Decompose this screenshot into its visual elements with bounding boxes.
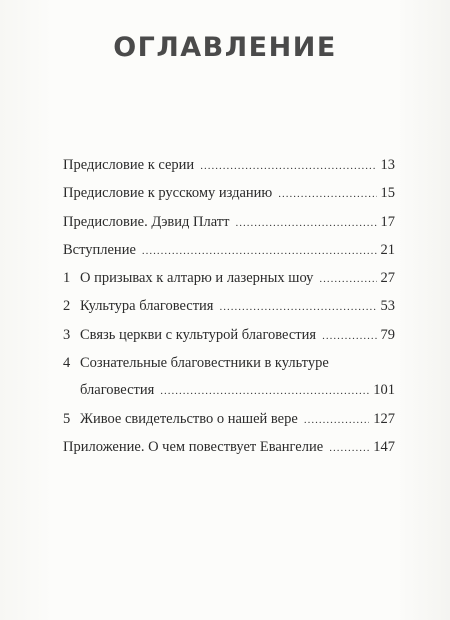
chapter-number: 3 xyxy=(63,326,71,343)
toc-entry xyxy=(63,434,395,462)
toc-entry-label: Приложение. О чем повествует Евангелие xyxy=(63,438,324,455)
toc-page-number: 21 xyxy=(380,241,395,258)
toc-leader-dots xyxy=(160,378,369,405)
toc-page-number: 147 xyxy=(373,438,395,455)
toc-entry-label: Предисловие к русскому изданию xyxy=(63,185,273,202)
toc-entry-label: Культура благовестия xyxy=(80,298,214,315)
toc-entry-label: О призывах к алтарю и лазерных шоу xyxy=(80,270,314,287)
toc-leader-dots xyxy=(235,210,376,237)
chapter-number: 2 xyxy=(63,298,71,315)
toc-leader-dots xyxy=(219,294,376,321)
toc-entry-label: Живое свидетельство о нашей вере xyxy=(80,410,298,427)
toc-leader-dots xyxy=(304,407,369,434)
toc-entry-label: Связь церкви с культурой благовестия xyxy=(80,326,317,343)
toc-entry xyxy=(63,152,395,180)
toc-entry xyxy=(63,209,395,237)
toc-entry xyxy=(63,237,395,265)
toc-chapter-entry xyxy=(63,406,395,434)
chapter-number: 5 xyxy=(63,410,71,427)
toc-chapter-entry xyxy=(63,322,395,350)
toc-chapter-entry xyxy=(63,265,395,293)
toc-page-number: 53 xyxy=(380,298,395,315)
toc-page-number: 79 xyxy=(380,326,395,343)
toc-page-number: 15 xyxy=(380,185,395,202)
toc-leader-dots xyxy=(329,435,369,462)
toc-leader-dots xyxy=(319,266,376,293)
toc-chapter-entry xyxy=(63,350,395,377)
toc-page-number: 101 xyxy=(373,382,395,399)
toc-entry-label: Предисловие. Дэвид Платт xyxy=(63,213,230,230)
toc-entry-label-continued: благовестия xyxy=(80,382,155,399)
toc-page-number: 17 xyxy=(380,213,395,230)
toc-page-number: 13 xyxy=(380,157,395,173)
chapter-number: 4 xyxy=(63,355,71,372)
toc-page-number: 127 xyxy=(373,410,395,427)
toc-entry-label: Вступление xyxy=(63,241,136,258)
toc-entry-continuation xyxy=(63,377,395,405)
toc-leader-dots xyxy=(278,181,376,208)
toc-leader-dots xyxy=(322,323,376,350)
toc-chapter-entry xyxy=(63,293,395,321)
toc-leader-dots xyxy=(142,238,377,265)
table-of-contents xyxy=(63,152,395,462)
toc-entry xyxy=(63,180,395,208)
toc-leader-dots xyxy=(200,153,376,180)
toc-page-number: 27 xyxy=(380,270,395,287)
toc-entry-label: Предисловие к серии xyxy=(63,157,195,173)
chapter-number: 1 xyxy=(63,270,71,287)
toc-entry-label: Сознательные благовестники в культуре xyxy=(80,355,329,372)
page-title: ОГЛАВЛЕНИЕ xyxy=(113,32,337,63)
